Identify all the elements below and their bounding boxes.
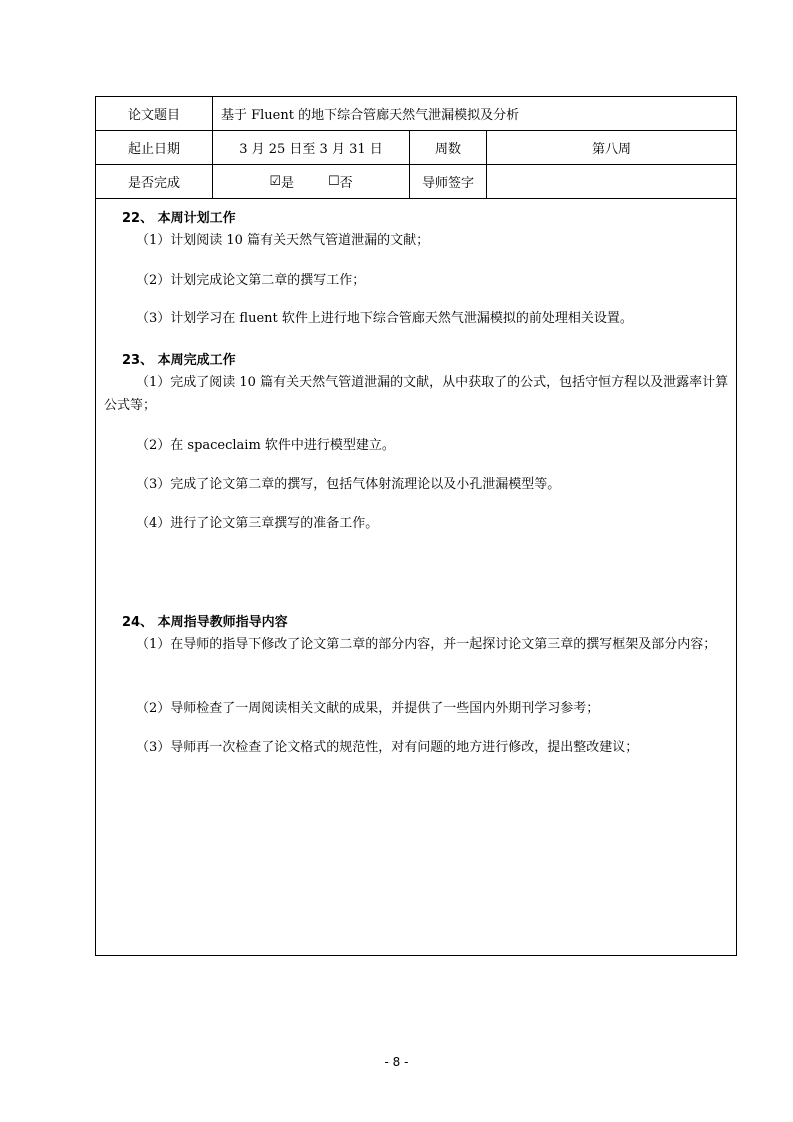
completed-item-1: （1）完成了阅读 10 篇有关天然气管道泄漏的文献，从中获取了的公式，包括守恒方程以及泄露率计算公式等； bbox=[104, 375, 729, 413]
no-checkbox[interactable]: ☐ bbox=[328, 174, 340, 189]
plan-item-3: （3）计划学习在 fluent 软件上进行地下综合管廊天然气泄漏模拟的前处理相关设置。 bbox=[136, 311, 633, 326]
thesis-title-value: 基于 Fluent 的地下综合管廊天然气泄漏模拟及分析 bbox=[221, 108, 520, 123]
signature-label: 导师签字 bbox=[410, 165, 487, 198]
guidance-item-3: （3）导师再一次检查了论文格式的规范性，对有问题的地方进行修改，提出整改建议； bbox=[136, 740, 639, 755]
week-label: 周数 bbox=[410, 131, 487, 164]
guidance-item-2: （2）导师检查了一周阅读相关文献的成果，并提供了一些国内外期刊学习参考； bbox=[136, 701, 600, 716]
page-number: - 8 - bbox=[384, 1055, 409, 1069]
week-value: 第八周 bbox=[591, 142, 631, 157]
date-range-value: 3 月 25 日至 3 月 31 日 bbox=[213, 131, 410, 164]
section-heading-guidance: 24、 本周指导教师指导内容 bbox=[122, 615, 288, 630]
completion-row bbox=[96, 165, 736, 199]
completed-item-3: （3）完成了论文第二章的撰写，包括气体射流理论以及小孔泄漏模型等。 bbox=[136, 477, 561, 492]
thesis-title-label: 论文题目 bbox=[96, 97, 213, 130]
plan-item-2: （2）计划完成论文第二章的撰写工作； bbox=[136, 273, 366, 288]
completed-item-2: （2）在 spaceclaim 软件中进行模型建立。 bbox=[136, 438, 395, 453]
date-row bbox=[96, 131, 736, 165]
section-heading-plan: 22、 本周计划工作 bbox=[122, 211, 236, 226]
completion-options bbox=[213, 165, 410, 198]
completion-label: 是否完成 bbox=[96, 165, 213, 198]
plan-item-1: （1）计划阅读 10 篇有关天然气管道泄漏的文献； bbox=[136, 233, 430, 248]
completed-item-4: （4）进行了论文第三章撰写的准备工作。 bbox=[136, 516, 379, 531]
date-label: 起止日期 bbox=[96, 131, 213, 164]
weekly-report-form bbox=[95, 96, 737, 956]
signature-value bbox=[487, 165, 736, 198]
no-option-label: 否 bbox=[339, 176, 353, 191]
guidance-item-1: （1）在导师的指导下修改了论文第二章的部分内容，并一起探讨论文第三章的撰写框架及部分内容； bbox=[136, 637, 717, 652]
section-heading-completed: 23、 本周完成工作 bbox=[122, 353, 236, 368]
yes-checkbox[interactable]: ☑ bbox=[269, 174, 281, 189]
thesis-title-row bbox=[96, 97, 736, 131]
yes-option-label: 是 bbox=[280, 176, 294, 191]
